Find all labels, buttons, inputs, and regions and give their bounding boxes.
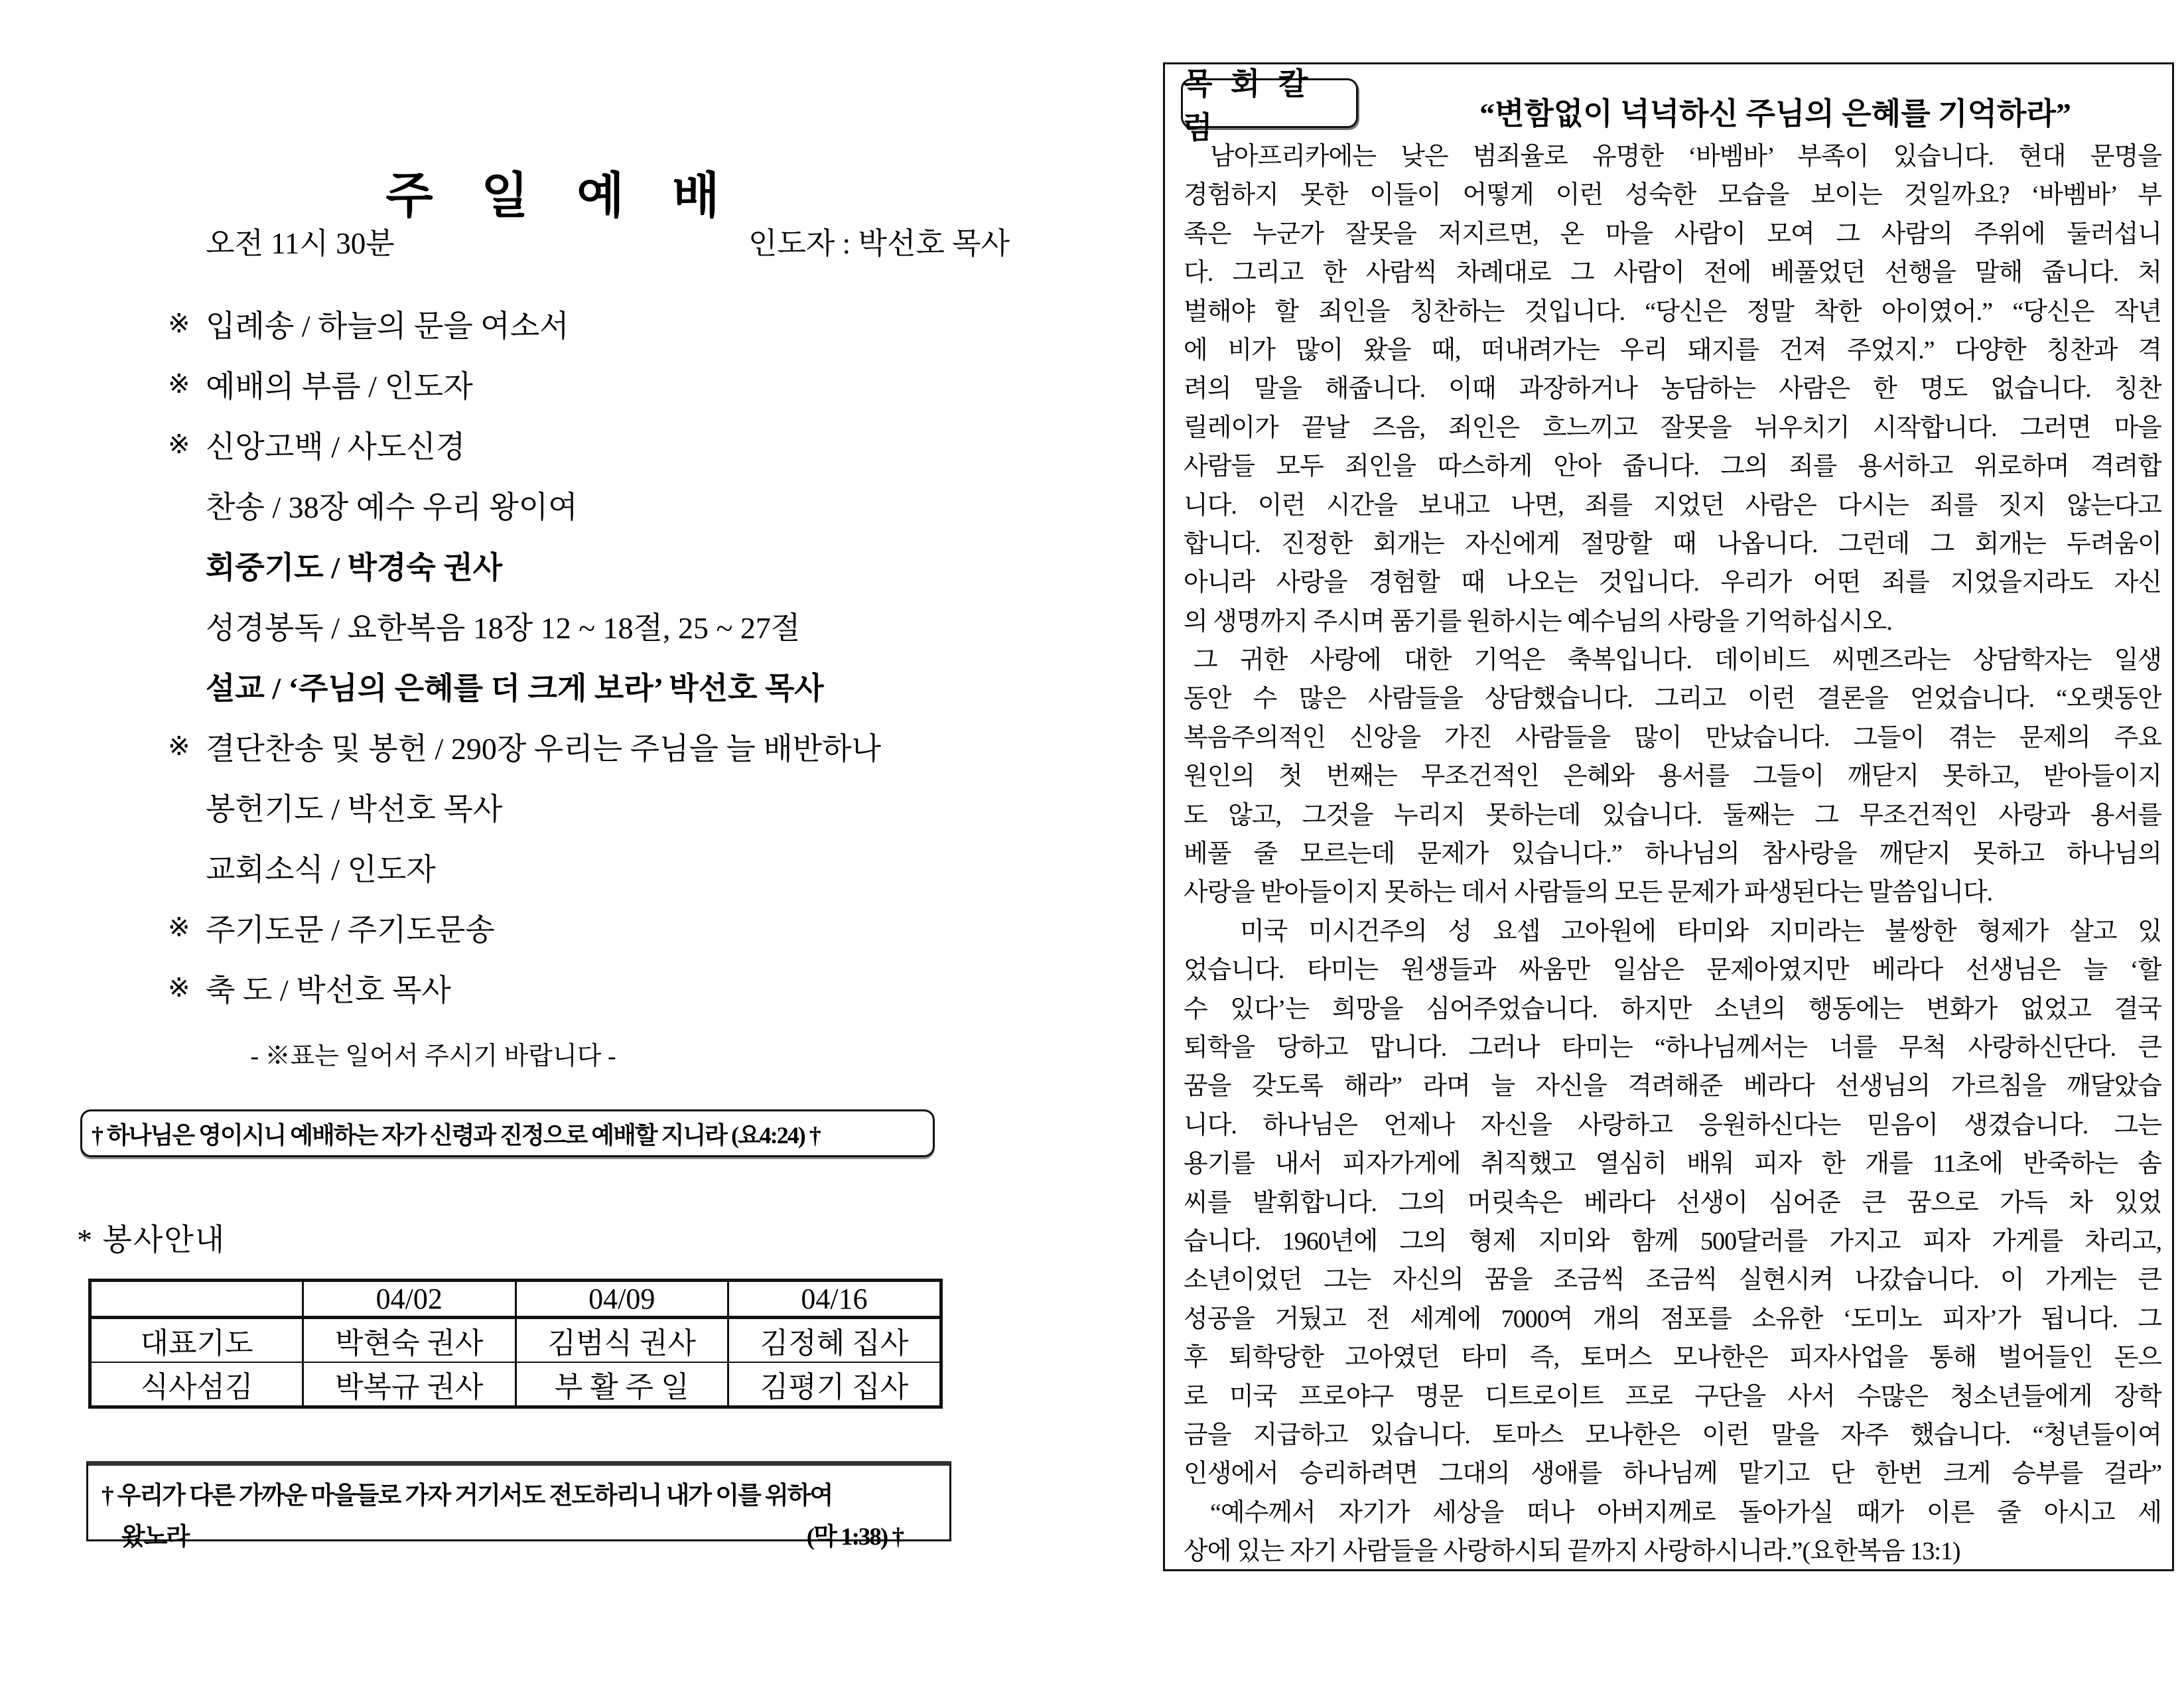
body-line: 습니다. 1960년에 그의 형제 지미와 함께 500달러를 가지고 피자 가게를 차리고, <box>1184 1227 2161 1255</box>
stand-marker: ※ <box>168 309 190 338</box>
table-row <box>90 1362 941 1407</box>
body-line: 족은 누군가 잘못을 저지르면, 온 마을 사람이 모여 그 사람의 주위에 둘러섭니 <box>1184 220 2161 248</box>
worship-item <box>168 656 1017 716</box>
worship-item-text: 예배의 부름 / 인도자 <box>206 369 473 403</box>
body-line: 미국 미시건주의 성 요셉 고아원에 타미와 지미라는 불쌍한 형제가 살고 있 <box>1240 917 2161 946</box>
service-time-row <box>206 219 1010 262</box>
body-line: 퇴학을 당하고 맙니다. 그러나 타미는 “하나님께서는 너를 무척 사랑하신단다. 큰 <box>1184 1033 2161 1062</box>
column-label: 목 회 칼 럼 <box>1183 66 1314 145</box>
verse-text: † 하나님은 영이시니 예배하는 자가 신령과 진정으로 예배할 지니라 (요4:24) † <box>92 1121 820 1149</box>
mission-verse-word: 왔노라 <box>121 1523 189 1551</box>
body-line: 인생에서 승리하려면 그대의 생애를 하나님께 맡기고 단 한번 크게 승부를 걸라” <box>1184 1460 2161 1488</box>
body-line: 상에 있는 자기 사람들을 사랑하시되 끝까지 사랑하시니라.”(요한복음 13:1) <box>1184 1537 1960 1566</box>
body-line: 사랑을 받아들이지 못하는 데서 사람들의 모든 문제가 파생된다는 말씀입니다. <box>1184 879 1993 907</box>
worship-item <box>168 535 1017 595</box>
body-line: 성공을 거뒀고 전 세계에 7000여 개의 점포를 소유한 ‘도미노 피자’가 됩니다. 그 <box>1184 1304 2161 1333</box>
worship-item-text: 봉헌기도 / 박선호 목사 <box>206 792 503 826</box>
worship-item-text: 신앙고백 / 사도신경 <box>206 429 466 464</box>
worship-item <box>168 897 1017 957</box>
column-title: “변함없이 넉넉하신 주님의 은혜를 기억하라” <box>1479 97 2071 131</box>
stand-marker: ※ <box>168 912 190 942</box>
table-cell: 대표기도 <box>90 1318 303 1363</box>
body-line: 꿈을 갖도록 해라” 라며 늘 자신을 격려해준 베라다 선생님의 가르침을 깨달았습 <box>1184 1072 2161 1101</box>
stand-note: - ※표는 일어서 주시기 바랍니다 - <box>250 1042 616 1070</box>
stand-marker: ※ <box>168 973 190 1003</box>
stand-marker: ※ <box>168 369 190 399</box>
worship-item <box>168 776 1017 837</box>
mission-verse-line2 <box>121 1516 903 1552</box>
table-cell: 김정혜 집사 <box>728 1318 941 1363</box>
mission-verse-box <box>86 1461 951 1551</box>
body-line: 그 귀한 사랑에 대한 기억은 축복입니다. 데이비드 씨멘즈라는 상담학자는 일생 <box>1194 646 2161 675</box>
body-line: 려의 말을 해줍니다. 이때 과장하거나 농담하는 사람은 한 명도 없습니다. 칭찬 <box>1184 375 2161 403</box>
body-line: 금을 지급하고 있습니다. 토마스 모나한은 이런 말을 자주 했습니다. “청년들이여 <box>1184 1421 2161 1449</box>
table-cell: 박현숙 권사 <box>303 1318 516 1363</box>
table-header-cell <box>90 1281 303 1318</box>
service-time: 오전 11시 30분 <box>206 227 395 260</box>
body-line: 다. 그리고 한 사람씩 차례대로 그 사람이 전에 베풀었던 선행을 말해 줍니다. 처 <box>1184 259 2161 287</box>
body-line: 복음주의적인 신앙을 가진 사람들을 많이 만났습니다. 그들이 겪는 문제의 주요 <box>1184 723 2161 752</box>
body-line: 경험하지 못한 이들이 어떻게 이런 성숙한 모습을 보이는 것일까요? ‘바벰바’ 부 <box>1184 181 2161 210</box>
worship-item <box>168 414 1017 474</box>
worship-item <box>168 595 1017 656</box>
verse-box <box>80 1109 935 1157</box>
body-line: 베풀 줄 모르는데 문제가 있습니다.” 하나님의 참사랑을 깨닫지 못하고 하나님의 <box>1184 840 2161 869</box>
body-line: 아니라 사랑을 경험할 때 나오는 것입니다. 우리가 어떤 죄를 지었을지라도 자신 <box>1184 569 2161 597</box>
worship-item <box>168 293 1017 354</box>
body-line: 용기를 내서 피자가게에 취직했고 열심히 배워 피자 한 개를 11초에 반죽하는 솜 <box>1184 1150 2161 1178</box>
table-header-cell: 04/02 <box>303 1281 516 1318</box>
body-line: 동안 수 많은 사람들을 상담했습니다. 그리고 이런 결론을 얻었습니다. “오랫동안 <box>1184 685 2161 713</box>
body-line: 원인의 첫 번째는 무조건적인 은혜와 용서를 그들이 깨닫지 못하고, 받아들이지 <box>1184 762 2161 791</box>
column-body <box>1184 137 2161 1571</box>
worship-item-text: 교회소식 / 인도자 <box>206 852 436 886</box>
stand-marker: ※ <box>168 731 190 761</box>
table-cell: 김평기 집사 <box>728 1362 941 1407</box>
pastoral-column-box <box>1163 62 2174 1571</box>
body-line: 사람들 모두 죄인을 따스하게 안아 줍니다. 그의 죄를 용서하고 위로하며 격려합 <box>1184 453 2161 481</box>
body-line: 남아프리카에는 낮은 범죄율로 유명한 ‘바벰바’ 부족이 있습니다. 현대 문명을 <box>1210 143 2161 171</box>
worship-item-text: 주기도문 / 주기도문송 <box>206 912 495 947</box>
worship-item <box>168 957 1017 1018</box>
table-header-row <box>90 1281 941 1318</box>
mission-verse-ref: (막 1:38) † <box>806 1523 903 1551</box>
service-guide-heading: * 봉사안내 <box>77 1223 226 1257</box>
body-line: 에 비가 많이 왔을 때, 떠내려가는 우리 돼지를 건져 주었지.” 다양한 칭찬과 격 <box>1184 336 2161 364</box>
table-row <box>90 1318 941 1363</box>
service-leader: 인도자 : 박선호 목사 <box>748 227 1010 260</box>
body-line: 소년이었던 그는 자신의 꿈을 조금씩 조금씩 실현시켜 나갔습니다. 이 가게는 큰 <box>1184 1266 2161 1295</box>
body-line: 의 생명까지 주시며 품기를 원하시는 예수님의 사랑을 기억하십시오. <box>1184 607 1892 636</box>
worship-item-text: 찬송 / 38장 예수 우리 왕이여 <box>206 490 578 524</box>
worship-item-text: 축 도 / 박선호 목사 <box>206 973 451 1007</box>
body-line: “예수께서 자기가 세상을 떠나 아버지께로 돌아가실 때가 이른 줄 아시고 세 <box>1210 1498 2161 1527</box>
worship-item <box>168 354 1017 414</box>
body-line: 니다. 하나님은 언제나 자신을 사랑하고 응원하신다는 믿음이 생겼습니다. 그는 <box>1184 1111 2161 1139</box>
body-line: 합니다. 진정한 회개는 자신에게 절망할 때 나옵니다. 그런데 그 회개는 두려움이 <box>1184 529 2161 558</box>
worship-item <box>168 474 1017 535</box>
body-line: 니다. 이런 시간을 보내고 나면, 죄를 지었던 사람은 다시는 죄를 짓지 않는다고 <box>1184 491 2161 520</box>
worship-item-text: 성경봉독 / 요한복음 18장 12 ~ 18절, 25 ~ 27절 <box>206 610 801 645</box>
table-cell: 김범식 권사 <box>515 1318 728 1363</box>
mission-verse-line1: † 우리가 다른 가까운 마을들로 가자 거기서도 전도하리니 내가 이를 위하여 <box>102 1482 833 1510</box>
worship-item <box>168 716 1017 776</box>
worship-item-text: 회중기도 / 박경숙 권사 <box>206 550 503 585</box>
table-header-cell: 04/09 <box>515 1281 728 1318</box>
body-line: 후 퇴학당한 고아였던 타미 즉, 토머스 모나한은 피자사업을 통해 벌어들인 돈으 <box>1184 1344 2161 1372</box>
body-line: 로 미국 프로야구 명문 디트로이트 프로 구단을 사서 수많은 청소년들에게 장학 <box>1184 1382 2161 1411</box>
worship-item-text: 입례송 / 하늘의 문을 여소서 <box>206 309 569 343</box>
body-line: 벌해야 할 죄인을 칭찬하는 것입니다. “당신은 정말 착한 아이였어.” “당신은 작년 <box>1184 297 2161 326</box>
table-cell: 식사섬김 <box>90 1362 303 1407</box>
body-line: 릴레이가 끝날 즈음, 죄인은 흐느끼고 잘못을 뉘우치기 시작합니다. 그러면 마을 <box>1184 413 2161 442</box>
column-label-box <box>1181 66 1358 145</box>
stand-marker: ※ <box>168 429 190 459</box>
body-line: 씨를 발휘합니다. 그의 머릿속은 베라다 선생이 심어준 큰 꿈으로 가득 차 있었 <box>1184 1188 2161 1217</box>
table-cell: 부 활 주 일 <box>515 1362 728 1407</box>
page-title: 주 일 예 배 <box>385 169 729 224</box>
body-line: 도 않고, 그것을 누리지 못하는데 있습니다. 둘째는 그 무조건적인 사랑과 용서를 <box>1184 801 2161 829</box>
worship-item <box>168 837 1017 897</box>
worship-order-list <box>168 293 1017 1018</box>
table-cell: 박복규 권사 <box>303 1362 516 1407</box>
service-table <box>89 1279 942 1408</box>
worship-item-text: 결단찬송 및 봉헌 / 290장 우리는 주님을 늘 배반하나 <box>206 731 882 766</box>
body-line: 었습니다. 타미는 원생들과 싸움만 일삼은 문제아였지만 베라다 선생님은 늘 ‘할 <box>1184 956 2161 985</box>
body-line: 수 있다’는 희망을 심어주었습니다. 하지만 소년의 행동에는 변화가 없었고 결국 <box>1184 995 2161 1023</box>
table-header-cell: 04/16 <box>728 1281 941 1318</box>
worship-item-text: 설교 / ‘주님의 은혜를 더 크게 보라’ 박선호 목사 <box>206 671 824 705</box>
